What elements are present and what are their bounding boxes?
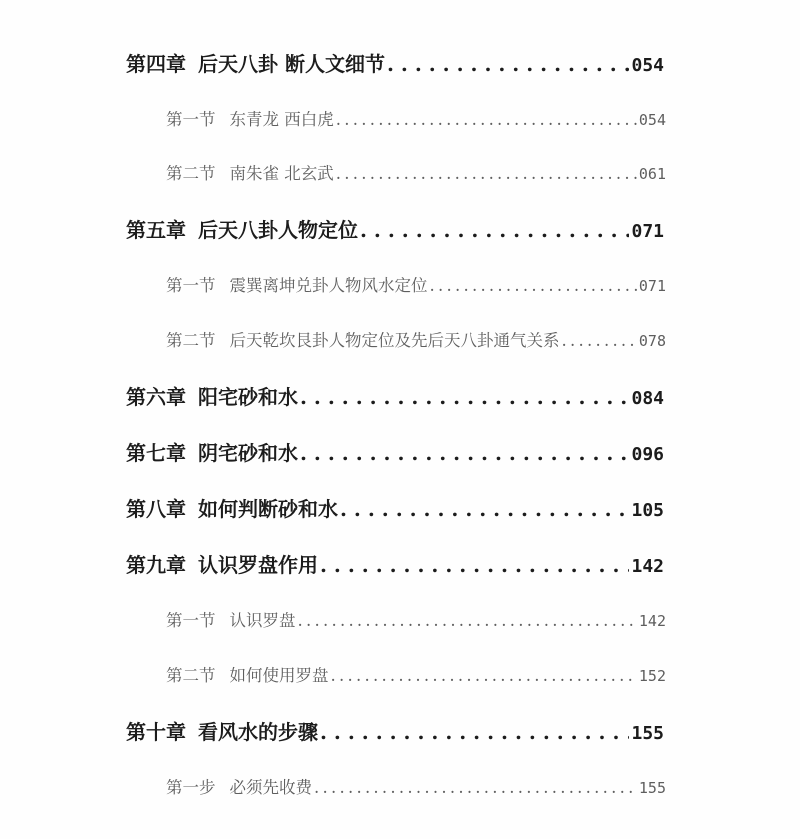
page-number: 084	[631, 388, 664, 409]
page-number: 105	[631, 500, 664, 521]
toc-section-9-1[interactable]	[166, 607, 666, 631]
page-number: 071	[638, 277, 666, 295]
chapter-title: 阳宅砂和水	[198, 385, 298, 409]
section-label: 第二节	[166, 666, 216, 685]
chapter-title: 认识罗盘作用	[198, 553, 318, 577]
toc-section-4-1[interactable]	[166, 106, 666, 130]
dot-leader	[298, 611, 637, 630]
dot-leader	[430, 276, 637, 295]
page-number: 096	[631, 444, 664, 465]
section-label: 第一节	[166, 611, 216, 630]
page-number: 142	[638, 612, 666, 630]
toc-chapter-7[interactable]	[126, 437, 664, 465]
chapter-title: 后天八卦 断人文细节	[198, 52, 385, 76]
section-label: 第二节	[166, 164, 216, 183]
dot-leader	[320, 553, 629, 577]
chapter-label: 第五章	[126, 218, 186, 242]
page-number: 078	[638, 332, 666, 350]
chapter-title: 阴宅砂和水	[198, 441, 298, 465]
toc-section-5-2[interactable]	[166, 327, 666, 351]
section-label: 第一节	[166, 110, 216, 129]
chapter-label: 第六章	[126, 385, 186, 409]
chapter-label: 第九章	[126, 553, 186, 577]
chapter-title: 后天八卦人物定位	[198, 218, 358, 242]
page-number: 155	[631, 723, 664, 744]
dot-leader	[320, 720, 629, 744]
page-number: 071	[631, 221, 664, 242]
dot-leader	[562, 331, 637, 350]
toc-chapter-5[interactable]	[126, 214, 664, 242]
page-number: 152	[638, 667, 666, 685]
dot-leader	[300, 441, 629, 465]
toc-step-10-1[interactable]	[166, 774, 666, 798]
toc-chapter-6[interactable]	[126, 381, 664, 409]
dot-leader	[360, 218, 629, 242]
dot-leader	[336, 164, 637, 183]
step-label: 第一步	[166, 778, 216, 797]
section-title: 后天乾坎艮卦人物定位及先后天八卦通气关系	[229, 331, 560, 350]
toc-chapter-10[interactable]	[126, 716, 664, 744]
chapter-label: 第十章	[126, 720, 186, 744]
section-label: 第二节	[166, 331, 216, 350]
page-number: 142	[631, 556, 664, 577]
page-number: 061	[638, 165, 666, 183]
section-title: 震巽离坤兑卦人物风水定位	[229, 276, 428, 295]
section-title: 南朱雀 北玄武	[229, 164, 334, 183]
dot-leader	[340, 497, 629, 521]
page-number: 155	[638, 779, 666, 797]
page-number: 054	[631, 55, 664, 76]
chapter-label: 第八章	[126, 497, 186, 521]
section-title: 如何使用罗盘	[229, 666, 329, 685]
toc-chapter-4[interactable]	[126, 48, 664, 76]
section-title: 东青龙 西白虎	[229, 110, 334, 129]
section-title: 认识罗盘	[229, 611, 296, 630]
page-number: 054	[638, 111, 666, 129]
toc-section-4-2[interactable]	[166, 160, 666, 184]
chapter-label: 第四章	[126, 52, 186, 76]
dot-leader	[331, 666, 637, 685]
dot-leader	[336, 110, 637, 129]
step-title: 必须先收费	[229, 778, 312, 797]
dot-leader	[314, 778, 637, 797]
chapter-title: 如何判断砂和水	[198, 497, 338, 521]
section-label: 第一节	[166, 276, 216, 295]
toc-section-9-2[interactable]	[166, 662, 666, 686]
chapter-label: 第七章	[126, 441, 186, 465]
chapter-title: 看风水的步骤	[198, 720, 318, 744]
toc-chapter-9[interactable]	[126, 549, 664, 577]
dot-leader	[387, 52, 630, 76]
dot-leader	[300, 385, 629, 409]
toc-section-5-1[interactable]	[166, 272, 666, 296]
toc-chapter-8[interactable]	[126, 493, 664, 521]
